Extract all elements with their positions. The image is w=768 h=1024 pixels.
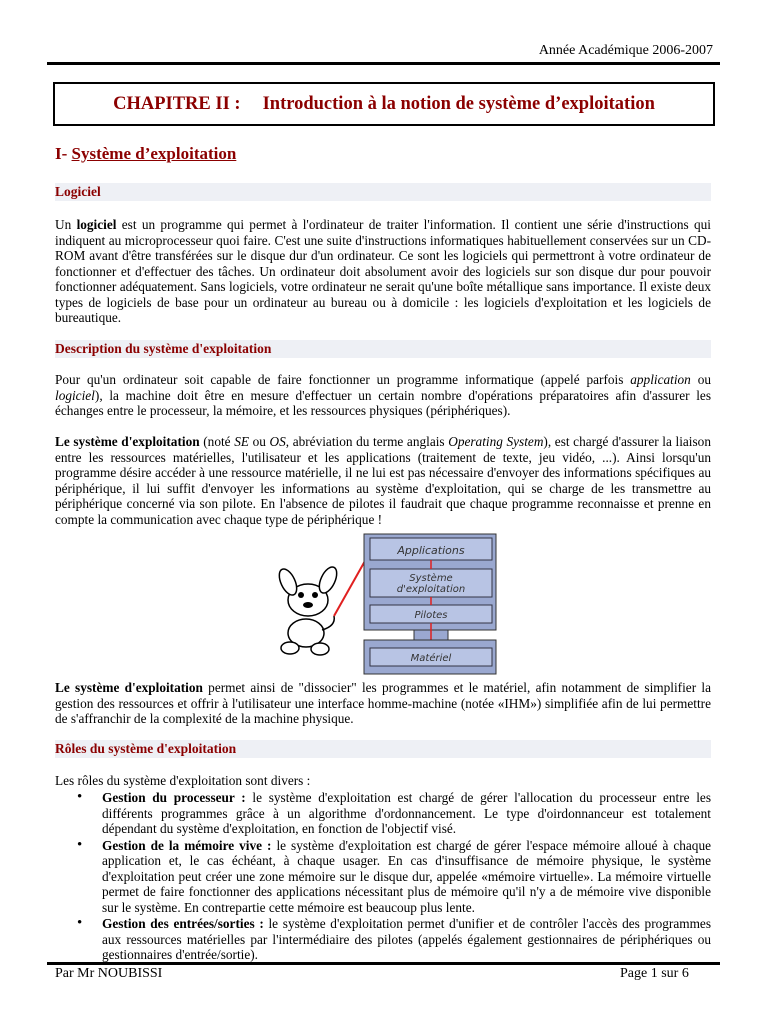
roles-intro: Les rôles du système d'exploitation sont divers :: [55, 773, 311, 788]
footer-page: Page 1 sur 6: [620, 966, 689, 981]
roles-list: [55, 790, 711, 964]
chapter-title-box: [53, 82, 715, 126]
header-rule: [47, 62, 720, 65]
subsection-logiciel: Logiciel: [55, 183, 711, 201]
diagram-systeme-1: Système: [409, 573, 453, 584]
paragraph-os-definition: Le système d'exploitation (noté SE ou OS, abréviation du terme anglais Operating System), est chargé d'assurer la liaison entre les ressources matérielles, l'utilisateur et les applications (traitement de texte, jeu vidéo, ...). Ainsi lorsqu'un programme désire accéder à une ressource matérielle, il ne lui est pas nécessaire d'envoyer des informations spécifiques au périphérique, il lui suffit d'envoyer les informations au système d'exploitation, qui se charge de les transmettre au périphérique concerné via son pilote. En l'absence de pilotes il faudrait que chaque programme reconnaisse et prenne en compte la communication avec chaque type de périphérique !: [55, 434, 711, 527]
paragraph-dissociation: Le système d'exploitation permet ainsi de "dissocier" les programmes et le matériel, afin notamment de simplifier la gestion des ressources et offrir à l'utilisateur une interface homme-machine (notée «IHM») simplifiée afin de lui permettre de s'affranchir de la complexité de la machine physique.: [55, 680, 711, 726]
paragraph-description: Pour qu'un ordinateur soit capable de faire fonctionner un programme informatique (appelé parfois application ou logiciel), la machine doit être en mesure d'effectuer un certain nombre d'opérations préparatoires afin d'assurer les échanges entre le processeur, la mémoire, et les ressources physiques (périphériques).: [55, 372, 711, 418]
chapter-subject: Introduction à la notion de système d’exploitation: [262, 93, 655, 114]
diagram-systeme-2: d'exploitation: [396, 584, 466, 595]
paragraph-logiciel: Un logiciel est un programme qui permet à l'ordinateur de traiter l'information. Il contient une série d'instructions qui indiquent au microprocesseur quoi faire. C'est une suite d'instructions informatiques habituellement conservées sur un CD-ROM avant d'être transférées sur le disque dur d'un ordinateur. Ce sont les logiciels qui permettront à votre ordinateur de fonctionner et d'effectuer des tâches. Un ordinateur doit absolument avoir des logiciels sur son disque dur pour pouvoir fonctionner adéquatement. Sans logiciels, votre ordinateur ne serait qu'une boîte métallique sans importance. Il existe deux types de logiciels de base pour un ordinateur au bureau ou à domicile : les logiciels d'exploitation et les logiciels de bureautique.: [55, 217, 711, 325]
header-year: Année Académique 2006-2007: [538, 43, 713, 58]
diagram-pilotes: Pilotes: [414, 610, 448, 621]
footer-author: Par Mr NOUBISSI: [55, 966, 163, 981]
list-item: • Gestion de la mémoire vive : le système d'exploitation est chargé de gérer l'espace mémoire alloué à chaque application et, le cas échéant, à chaque usager. En cas d'insuffisance de mémoire physique, le système d'exploitation peut créer une zone mémoire sur le disque dur, appelée «mémoire virtuelle». La mémoire virtuelle permet de faire fonctionner des applications nécessitant plus de mémoire qu'il n'y a de mémoire vive disponible sur le système. En contrepartie cette mémoire est beaucoup plus lente.: [102, 838, 711, 916]
subsection-description: Description du système d'exploitation: [55, 340, 711, 358]
section-name: Système d’exploitation: [71, 144, 237, 163]
section-number: I-: [55, 144, 68, 163]
os-layers-diagram: [270, 530, 510, 680]
diagram-applications: Applications: [397, 544, 465, 557]
diagram-materiel: Matériel: [410, 653, 452, 664]
subsection-roles: Rôles du système d'exploitation: [55, 740, 711, 758]
list-item: • Gestion des entrées/sorties : le système d'exploitation permet d'unifier et de contrôler l'accès des programmes aux ressources matérielles par l'intermédiaire des pilotes (appelés également gestionnaires de périphériques ou gestionnaires d'entrée/sortie).: [102, 916, 711, 963]
section-title: [55, 144, 236, 164]
list-item: • Gestion du processeur : le système d'exploitation est chargé de gérer l'allocation du processeur entre les différents programmes grâce à un algorithme d'ordonnancement. Le type d'oirdonnanceur est totalement dépendant du système d'exploitation, en fonction de l'objectif visé.: [102, 790, 711, 837]
footer-rule: [47, 962, 720, 965]
dog-mascot-icon: [276, 564, 341, 655]
chapter-label: CHAPITRE II :: [113, 93, 241, 114]
